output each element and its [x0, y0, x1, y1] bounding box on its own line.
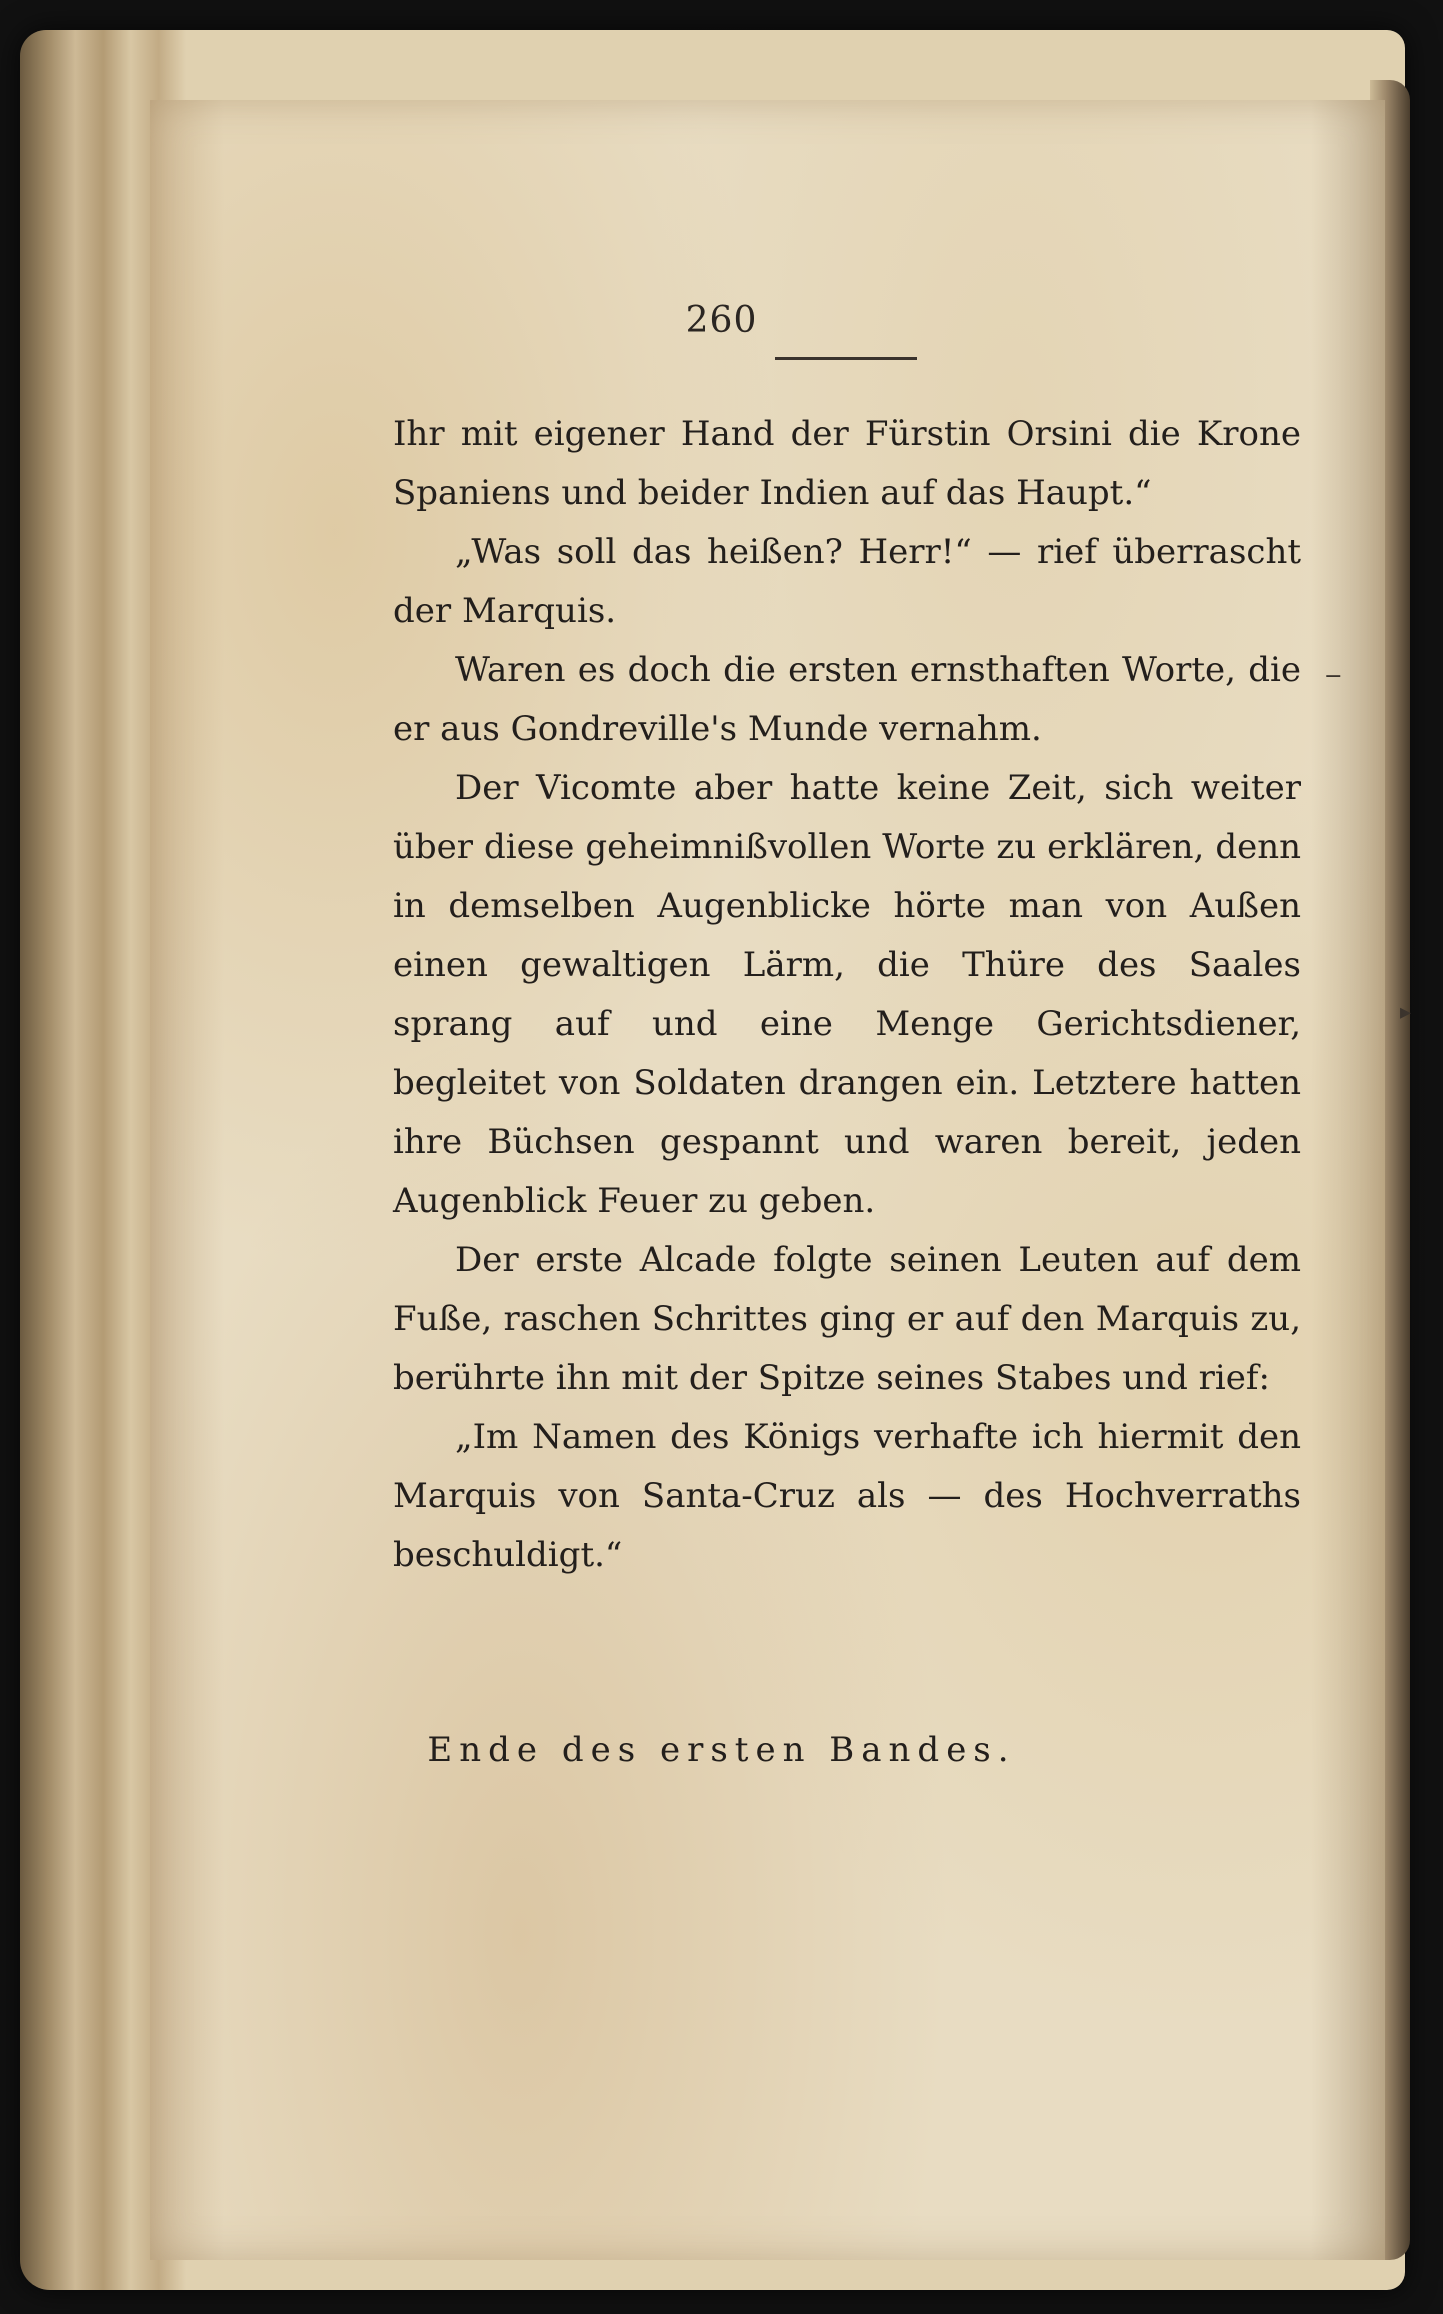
margin-dash-mark: ‒: [1325, 660, 1342, 690]
paragraph: Waren es doch die ersten ernsthaften Worte, die er aus Gondreville's Munde vernahm.: [393, 650, 1301, 749]
paragraph: „Im Namen des Königs verhafte ich hiermit den Marquis von Santa-Cruz als — des Hochverraths beschuldigt.“: [393, 1417, 1301, 1575]
paragraph: „Was soll das heißen? Herr!“ — rief überrascht der Marquis.: [393, 532, 1301, 631]
body-text: [393, 405, 1301, 1585]
header-rule: [775, 357, 917, 360]
end-of-volume-line: Ende des ersten Bandes.: [427, 1730, 1016, 1770]
margin-arrow-mark: ▸: [1400, 1000, 1412, 1025]
page-header: [0, 300, 1443, 351]
page-number: 260: [685, 300, 758, 341]
paragraph: Der Vicomte aber hatte keine Zeit, sich weiter über diese geheimnißvollen Worte zu erklären, denn in demselben Augenblicke hörte man von Außen einen gewaltigen Lärm, die Thüre des Saales sprang auf und eine Menge Gerichtsdiener, begleitet von Soldaten drangen ein. Letztere hatten ihre Büchsen gespannt und waren bereit, jeden Augenblick Feuer zu geben.: [393, 768, 1301, 1221]
paragraph: Der erste Alcade folgte seinen Leuten auf dem Fuße, raschen Schrittes ging er auf den Marquis zu, berührte ihn mit der Spitze seines Stabes und rief:: [393, 1240, 1301, 1398]
paragraph: Ihr mit eigener Hand der Fürstin Orsini die Krone Spaniens und beider Indien auf das Haupt.“: [393, 414, 1301, 513]
